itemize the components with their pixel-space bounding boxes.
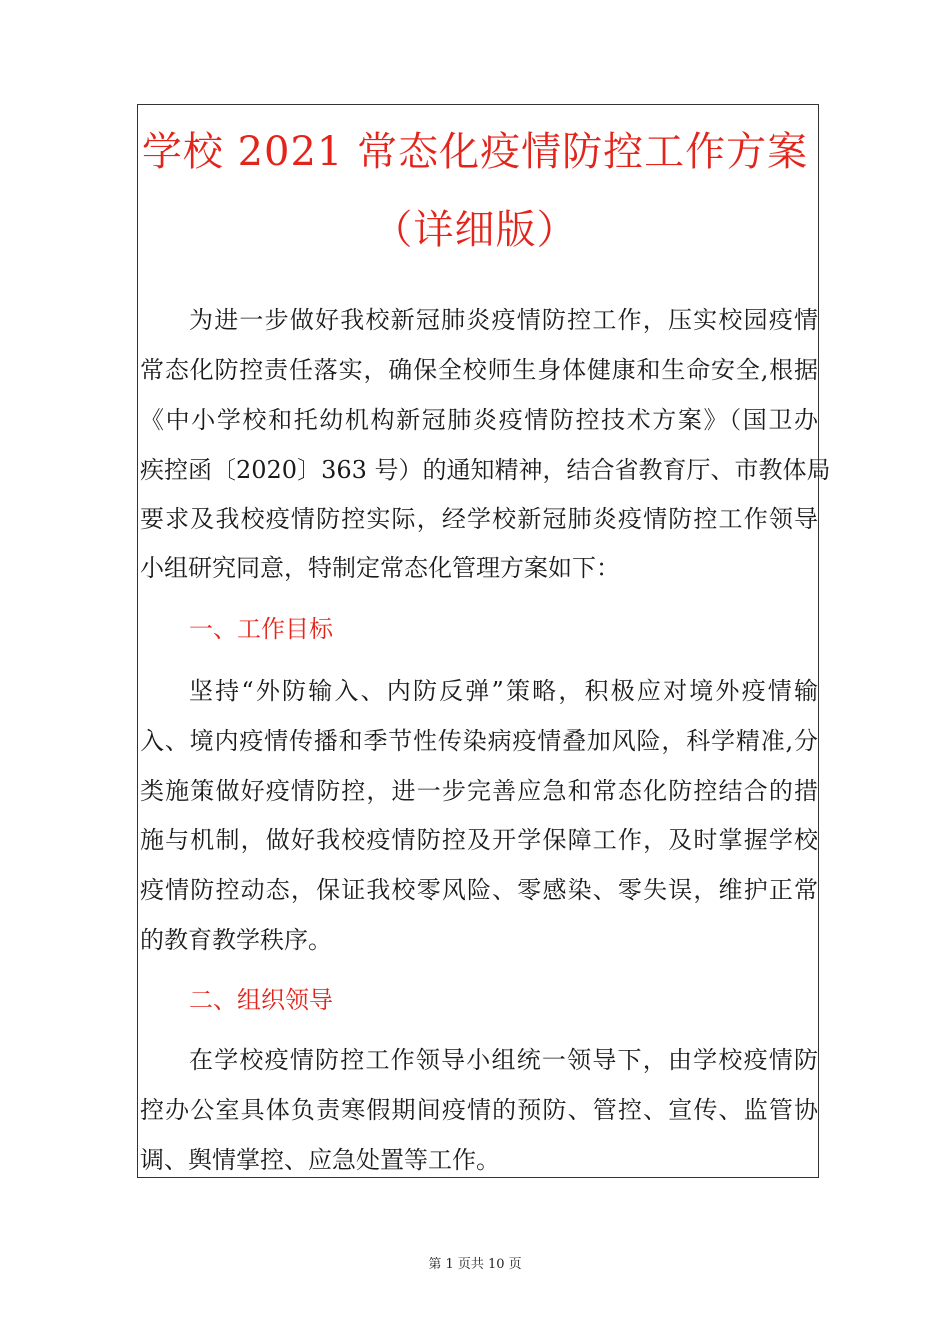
paragraph-line: 调、舆情掌控、应急处置等工作。 <box>140 1146 500 1174</box>
paragraph-line: 控办公室具体负责寒假期间疫情的预防、管控、宣传、监管协 <box>140 1096 818 1124</box>
paragraph-line: 在学校疫情防控工作领导小组统一领导下，由学校疫情防 <box>189 1046 818 1074</box>
paragraph-line: 常态化防控责任落实，确保全校师生身体健康和生命安全,根据 <box>140 356 818 384</box>
paragraph-line: 疫情防控动态，保证我校零风险、零感染、零失误，维护正常 <box>140 876 818 904</box>
paragraph-line: 坚持“外防输入、内防反弹”策略，积极应对境外疫情输 <box>189 677 818 705</box>
paragraph-line: 《中小学校和托幼机构新冠肺炎疫情防控技术方案》（国卫办 <box>140 406 818 434</box>
section-heading-leadership: 二、组织领导 <box>189 986 333 1014</box>
document-title: 学校 2021 常态化疫情防控工作方案 <box>141 129 809 175</box>
section-heading-goals: 一、工作目标 <box>189 615 333 643</box>
paragraph-line: 疾控函〔2020〕363 号）的通知精神，结合省教育厅、市教体局 <box>140 456 831 484</box>
paragraph-line: 类施策做好疫情防控，进一步完善应急和常态化防控结合的措 <box>140 777 818 805</box>
document-subtitle: （详细版） <box>372 207 578 253</box>
page-number: 第 1 页共 10 页 <box>428 1257 522 1272</box>
paragraph-line: 小组研究同意，特制定常态化管理方案如下： <box>140 554 620 582</box>
paragraph-line: 入、境内疫情传播和季节性传染病疫情叠加风险，科学精准,分 <box>140 727 818 755</box>
paragraph-line: 为进一步做好我校新冠肺炎疫情防控工作，压实校园疫情 <box>189 306 818 334</box>
paragraph-line: 要求及我校疫情防控实际，经学校新冠肺炎疫情防控工作领导 <box>140 505 818 533</box>
paragraph-line: 的教育教学秩序。 <box>140 926 332 954</box>
paragraph-line: 施与机制，做好我校疫情防控及开学保障工作，及时掌握学校 <box>140 826 818 854</box>
